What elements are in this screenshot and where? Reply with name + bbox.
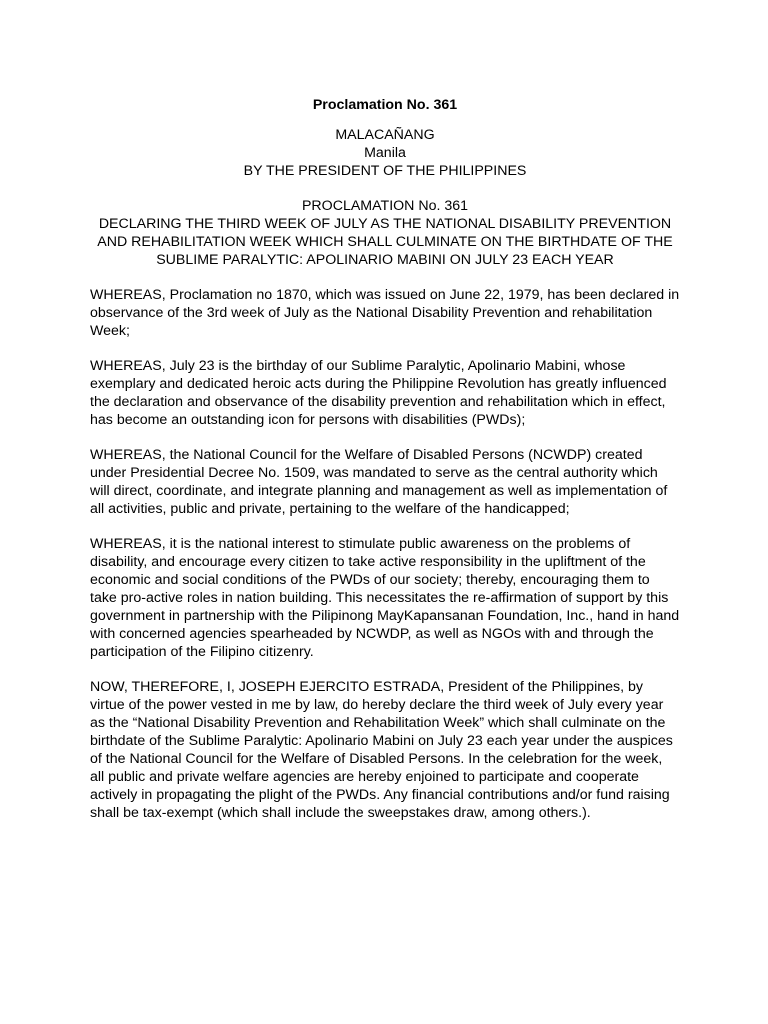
declaration-paragraph: NOW, THEREFORE, I, JOSEPH EJERCITO ESTRADA, President of the Philippines, by virtue of the power vested in me by law, do hereby declare the third week of July every year as the “National Disability Prevention and Rehabilitation Week” which shall culminate on the birthdate of the Sublime Paralytic: Apolinario Mabini on July 23 each year under the auspices of the National Council for the Welfare of Disabled Persons. In the celebration for the week, all public and private welfare agencies are hereby enjoined to participate and cooperate actively in propagating the plight of the PWDs. Any financial contributions and/or fund raising shall be tax-exempt (which shall include the sweepstakes draw, among others.). [90,679,673,821]
city-name: Manila [364,145,406,161]
proclamation-heading-block [90,197,680,269]
issuing-authority-block [90,126,680,180]
document-page [90,96,680,839]
authority-line: BY THE PRESIDENT OF THE PHILIPPINES [243,163,527,179]
whereas-paragraph-3: WHEREAS, the National Council for the Welfare of Disabled Persons (NCWDP) created under Presidential Decree No. 1509, was mandated to serve as the central authority which will direct, coordinate, and integrate planning and management as well as implementation of all activities, public and private, pertaining to the welfare of the handicapped; [90,447,668,517]
document-title: Proclamation No. 361 [312,97,458,113]
whereas-paragraph-1: WHEREAS, Proclamation no 1870, which was issued on June 22, 1979, has been declared in observance of the 3rd week of July as the National Disability Prevention and rehabilitation Week; [90,287,680,339]
proclamation-heading: DECLARING THE THIRD WEEK OF JULY AS THE NATIONAL DISABILITY PREVENTION AND REHABILITATION WEEK WHICH SHALL CULMINATE ON THE BIRTHDATE OF THE SUBLIME PARALYTIC: APOLINARIO MABINI ON JULY 23 EACH YEAR [97,216,673,268]
proclamation-number: PROCLAMATION No. 361 [301,198,469,214]
palace-name: MALACAÑANG [335,127,435,143]
whereas-paragraph-2: WHEREAS, July 23 is the birthday of our Sublime Paralytic, Apolinario Mabini, whose exemplary and dedicated heroic acts during the Philippine Revolution has greatly influenced the declaration and observance of the disability prevention and rehabilitation which in effect, has become an outstanding icon for persons with disabilities (PWDs); [90,358,667,428]
whereas-paragraph-4: WHEREAS, it is the national interest to stimulate public awareness on the problems of disability, and encourage every citizen to take active responsibility in the upliftment of the economic and social conditions of the PWDs of our society; thereby, encouraging them to take pro-active roles in nation building. This necessitates the re-affirmation of support by this government in partnership with the Pilipinong MayKapansanan Foundation, Inc., hand in hand with concerned agencies spearheaded by NCWDP, as well as NGOs with and through the participation of the Filipino citizenry. [90,536,680,660]
